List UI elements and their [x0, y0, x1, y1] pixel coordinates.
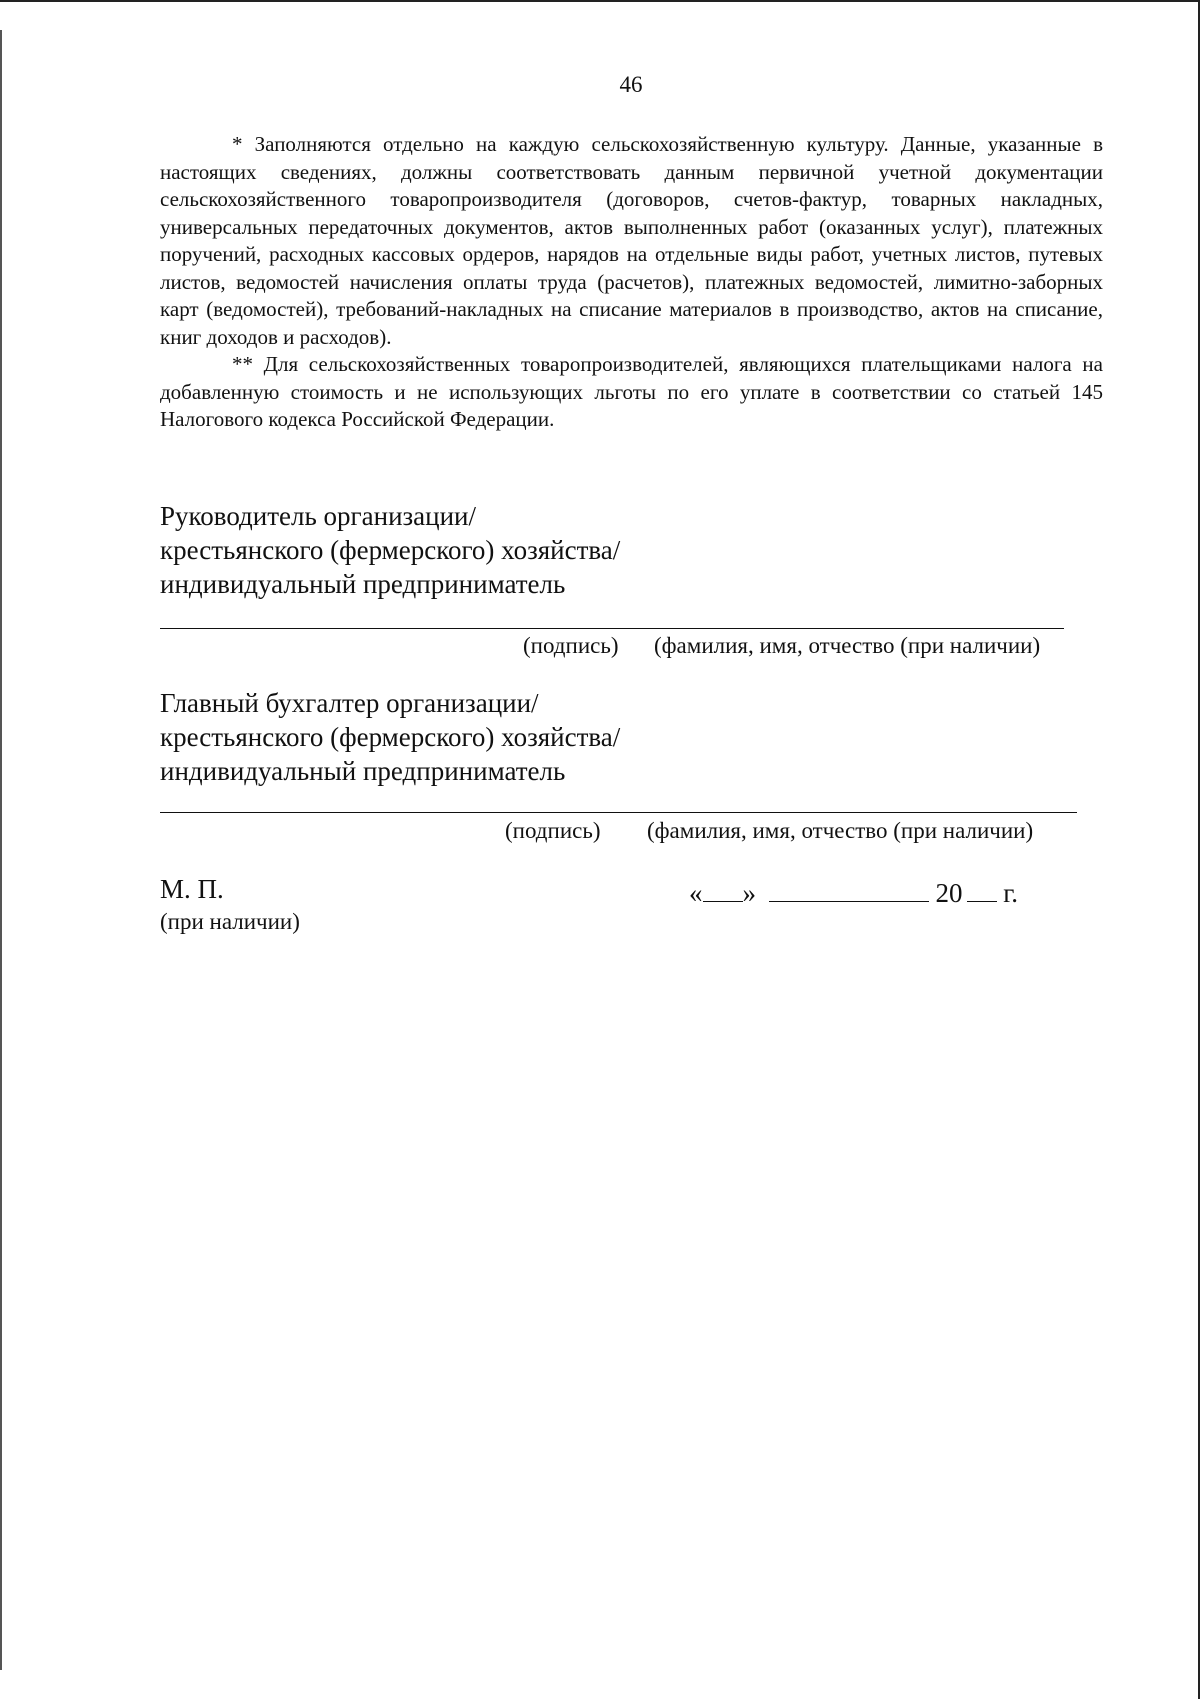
footnote-double-asterisk: ** Для сельскохозяйственных товаропроизводителей, являющихся плательщиками налога на добавленную стоимость и не использующих льготы по его уплате в соответствии со статьей 145 Налогового кодекса Российской Федерации.	[160, 352, 1103, 431]
date-open-quote: «	[689, 878, 703, 908]
footnotes	[160, 131, 1103, 434]
head-title-line-3: индивидуальный предприниматель	[160, 569, 566, 599]
scan-border-top	[0, 0, 1200, 2]
stamp-label: М. П.	[160, 874, 224, 904]
accountant-title-line-1: Главный бухгалтер организации/	[160, 688, 539, 718]
year-prefix: 20	[935, 878, 963, 908]
head-title-line-1: Руководитель организации/	[160, 501, 477, 531]
page-number: 46	[619, 72, 643, 97]
accountant-title-line-2: крестьянского (фермерского) хозяйства/	[160, 722, 621, 752]
head-name-caption: (фамилия, имя, отчество (при наличии)	[654, 633, 1041, 658]
accountant-signature-line	[160, 812, 1077, 813]
scan-border-left	[0, 30, 2, 1670]
date-line	[689, 875, 1018, 909]
month-blank	[769, 875, 929, 902]
footnote-single-asterisk: * Заполняются отдельно на каждую сельскохозяйственную культуру. Данные, указанные в настоящих сведениях, должны соответствовать данным первичной учетной документации сельскохозяйственного товаропроизводителя (договоров, счетов-фактур, товарных накладных, универсальных передаточных документов, актов выполненных работ (оказанных услуг), платежных поручений, расходных кассовых ордеров, нарядов на отдельные виды работ, учетных листов, путевых листов, ведомостей начисления оплаты труда (расчетов), платежных ведомостей, лимитно-заборных карт (ведомостей), требований-накладных на списание материалов в производство, актов на списание, книг доходов и расходов).	[160, 132, 1103, 349]
accountant-signature-title	[160, 686, 620, 788]
stamp-place	[160, 872, 300, 938]
accountant-signature-caption: (подпись)	[505, 818, 601, 843]
head-signature-caption: (подпись)	[523, 633, 619, 658]
head-signature-title	[160, 499, 620, 601]
date-close-quote: »	[742, 878, 756, 908]
head-title-line-2: крестьянского (фермерского) хозяйства/	[160, 535, 621, 565]
year-blank	[967, 875, 997, 902]
day-blank	[703, 875, 743, 902]
stamp-note: (при наличии)	[160, 909, 300, 934]
accountant-title-line-3: индивидуальный предприниматель	[160, 756, 566, 786]
year-suffix: г.	[1003, 878, 1019, 908]
head-signature-line	[160, 628, 1064, 629]
accountant-name-caption: (фамилия, имя, отчество (при наличии)	[647, 818, 1034, 843]
